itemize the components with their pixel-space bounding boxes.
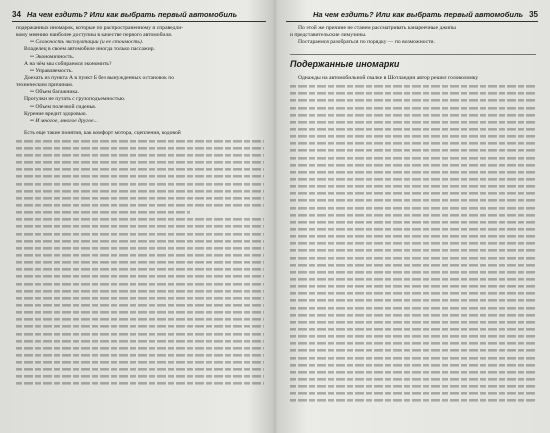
text-line <box>290 332 536 339</box>
text-line <box>290 311 536 318</box>
text-line: Есть еще такие понятия, как комфорт мотора, сцепления, кодовой <box>24 129 181 136</box>
text-line <box>16 323 264 330</box>
text-line: Постараемся разобраться по порядку — по возможности. <box>298 39 435 46</box>
text-line <box>290 147 536 154</box>
left-body-text <box>16 25 264 429</box>
text-line <box>16 144 264 151</box>
text-line <box>16 137 264 144</box>
text-line <box>16 173 264 180</box>
text-line <box>290 211 536 218</box>
text-line <box>290 218 536 225</box>
text-line: Прогулки не путать с грузоподъемностью. <box>24 96 126 103</box>
text-line <box>16 223 264 230</box>
text-line <box>290 240 536 247</box>
bullet-item: • • Сложность эксплуатации (и ее стоимость). <box>16 39 264 46</box>
text-line: Курение вредит здоровью. <box>24 110 87 117</box>
text-line <box>290 233 536 240</box>
section-heading: Подержанные иномарки <box>290 54 536 70</box>
text-line <box>16 180 264 187</box>
text-line <box>290 347 536 354</box>
bullet-item: • • И многое, многое другое... <box>16 118 264 125</box>
text-line <box>16 201 264 208</box>
text-line <box>290 190 536 197</box>
text-line <box>290 361 536 368</box>
text-line <box>290 133 536 140</box>
left-page-number: 34 <box>12 10 21 19</box>
text-line: подержанных иномарок, которые по распространенному и справедли- <box>16 25 184 31</box>
text-line <box>16 259 264 266</box>
text-line <box>16 380 264 387</box>
text-line <box>290 261 536 268</box>
text-line <box>290 225 536 232</box>
text-line <box>16 294 264 301</box>
text-line <box>290 390 536 397</box>
text-line: Однажды на автомобильной свалке в Шотландии автор решил головоломку <box>298 75 479 82</box>
text-line <box>16 366 264 373</box>
text-line: А на чём мы собираемся экономить? <box>24 60 112 67</box>
text-line: Доехать из пункта А в пункт Б без вынужденных остановок по <box>24 74 175 81</box>
left-running-header <box>12 10 266 22</box>
text-line <box>290 325 536 332</box>
text-line <box>16 330 264 337</box>
text-line <box>16 316 264 323</box>
text-line <box>290 247 536 254</box>
right-page-number: 35 <box>529 10 538 19</box>
text-line: техническим причинам. <box>16 82 74 89</box>
text-line <box>290 382 536 389</box>
right-body-text <box>290 25 536 429</box>
bullet-item: • • Объем багажника. <box>16 89 264 96</box>
text-line <box>16 358 264 365</box>
text-line: Владелец в своем автомобиле иногда только пассажир. <box>24 46 155 53</box>
text-line <box>16 230 264 237</box>
text-line <box>16 209 190 216</box>
text-line <box>16 194 264 201</box>
bullet-item: • • Экономичность. <box>16 54 264 61</box>
text-line <box>16 280 264 287</box>
text-line <box>290 168 536 175</box>
text-line <box>16 273 264 280</box>
text-line <box>290 318 536 325</box>
bullet-item: • • Управляемость. <box>16 68 264 75</box>
right-header-title: На чем ездить? Или как выбрать первый автомобиль <box>312 10 524 19</box>
text-line <box>290 183 536 190</box>
text-line <box>16 166 264 173</box>
text-line: и представительские лимузины. <box>290 32 367 39</box>
bullet-item: • • Объем полезной сиденья. <box>16 104 264 111</box>
text-line <box>290 283 536 290</box>
text-line <box>290 97 536 104</box>
text-line <box>290 397 536 404</box>
text-line <box>16 337 264 344</box>
text-line <box>290 354 536 361</box>
left-page <box>6 0 270 433</box>
text-line: По этой же причине не станем рассматривать канареечные джипы <box>298 25 456 31</box>
text-line <box>290 254 536 261</box>
text-line <box>290 118 536 125</box>
left-header-title: На чем ездить? Или как выбрать первый автомобиль <box>26 10 238 19</box>
text-line <box>16 301 264 308</box>
text-line <box>290 83 536 90</box>
text-line <box>16 344 264 351</box>
text-line <box>16 251 264 258</box>
text-line <box>290 297 536 304</box>
text-line <box>290 104 536 111</box>
text-line <box>16 373 264 380</box>
text-line <box>290 175 536 182</box>
text-line <box>290 375 536 382</box>
text-line <box>290 290 536 297</box>
text-line: вому мнению наиболее доступны в качестве первого автомобиля. <box>16 32 173 39</box>
text-line <box>290 140 536 147</box>
text-line <box>290 340 536 347</box>
right-running-header <box>286 10 538 22</box>
text-line <box>290 304 536 311</box>
right-page <box>280 0 542 433</box>
text-line <box>16 351 264 358</box>
text-line <box>290 204 536 211</box>
text-line <box>290 275 536 282</box>
text-line <box>290 368 536 375</box>
text-line <box>16 287 264 294</box>
text-line <box>16 237 264 244</box>
text-line <box>290 197 536 204</box>
text-line <box>16 266 264 273</box>
text-line <box>290 111 536 118</box>
text-line <box>290 90 536 97</box>
text-line <box>16 244 264 251</box>
text-line <box>290 161 536 168</box>
text-line <box>16 159 264 166</box>
text-line <box>290 154 536 161</box>
text-line <box>16 308 264 315</box>
text-line <box>290 268 536 275</box>
text-line <box>16 151 264 158</box>
text-line <box>16 187 264 194</box>
text-line <box>290 125 536 132</box>
text-line <box>16 216 264 223</box>
